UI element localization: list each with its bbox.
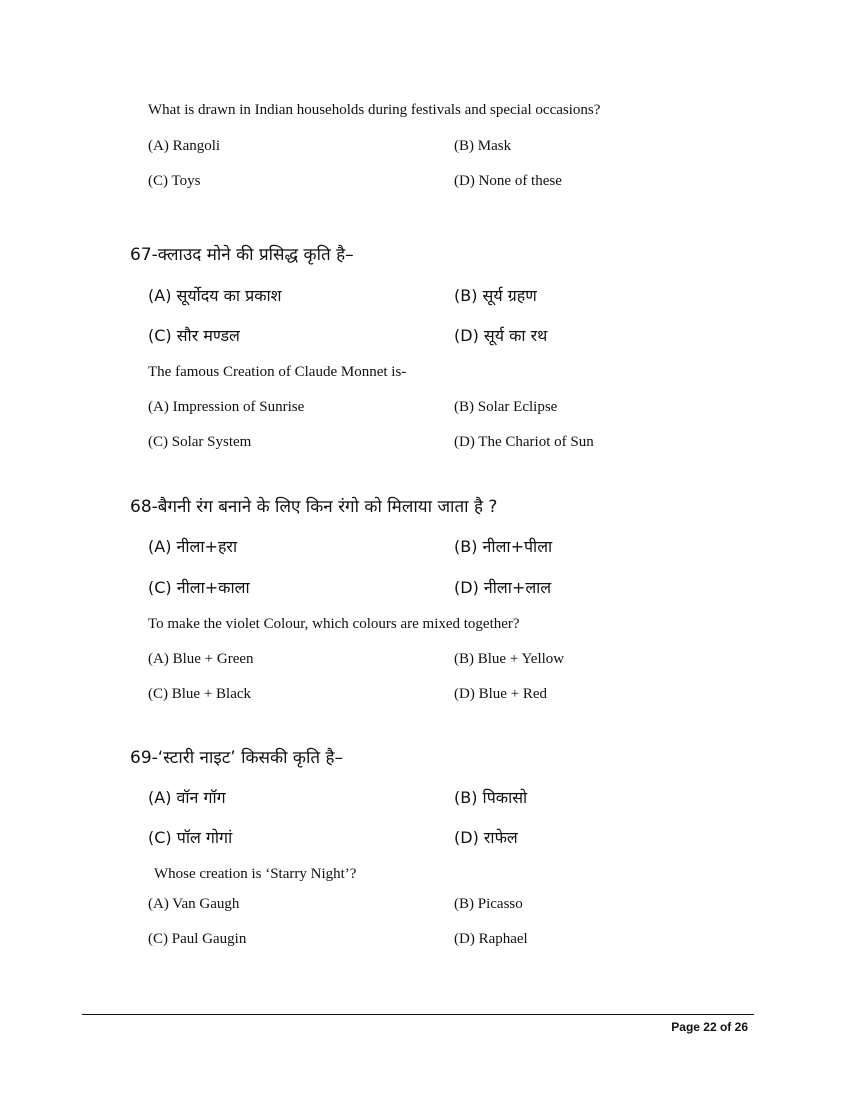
q69-option-c-hi: (C) पॉल गोगां: [148, 828, 233, 847]
q69-option-a-en: (A) Van Gaugh: [148, 896, 240, 912]
q67-option-c-hi: (C) सौर मण्डल: [148, 326, 240, 345]
q67-option-d-hi: (D) सूर्य का रथ: [454, 326, 548, 345]
question-67-text-hi: 67-क्लाउद मोने की प्रसिद्ध कृति है–: [130, 245, 354, 265]
q67-option-a-hi: (A) सूर्योदय का प्रकाश: [148, 286, 282, 305]
q68-option-d-en: (D) Blue + Red: [454, 686, 548, 702]
q68-option-b-hi: (B) नीला+पीला: [454, 537, 553, 556]
q69-option-a-hi: (A) वॉन गॉग: [148, 788, 226, 807]
q67-option-b-hi: (B) सूर्य ग्रहण: [454, 286, 537, 305]
q67-option-d-en: (D) The Chariot of Sun: [454, 434, 594, 450]
q68-option-c-en: (C) Blue + Black: [148, 686, 252, 702]
q69-option-b-en: (B) Picasso: [454, 896, 523, 912]
question-69-text-en: Whose creation is ‘Starry Night’?: [154, 866, 357, 882]
q68-option-c-hi: (C) नीला+काला: [148, 578, 250, 597]
q69-option-c-en: (C) Paul Gaugin: [148, 931, 247, 947]
question-68-text-hi: 68-बैगनी रंग बनाने के लिए किन रंगो को मिलाया जाता है ?: [130, 497, 498, 517]
q69-option-d-en: (D) Raphael: [454, 931, 528, 947]
q67-option-b-en: (B) Solar Eclipse: [454, 399, 558, 415]
q66-option-d-en: (D) None of these: [454, 173, 562, 189]
q69-option-d-hi: (D) राफेल: [454, 828, 518, 847]
q68-option-d-hi: (D) नीला+लाल: [454, 578, 552, 597]
q68-option-a-en: (A) Blue + Green: [148, 651, 254, 667]
q68-option-a-hi: (A) नीला+हरा: [148, 537, 238, 556]
question-68-text-en: To make the violet Colour, which colours are mixed together?: [148, 616, 520, 632]
footer-divider: [82, 1014, 754, 1015]
q66-option-c-en: (C) Toys: [148, 173, 201, 189]
q66-option-a-en: (A) Rangoli: [148, 138, 221, 154]
question-67-text-en: The famous Creation of Claude Monnet is-: [148, 364, 407, 380]
question-69-text-hi: 69-‘स्टारी नाइट’ किसकी कृति है–: [130, 748, 343, 768]
page-number: Page 22 of 26: [671, 1020, 748, 1034]
q69-option-b-hi: (B) पिकासो: [454, 788, 528, 807]
q66-option-b-en: (B) Mask: [454, 138, 512, 154]
q68-option-b-en: (B) Blue + Yellow: [454, 651, 565, 667]
q67-option-c-en: (C) Solar System: [148, 434, 252, 450]
q67-option-a-en: (A) Impression of Sunrise: [148, 399, 305, 415]
question-66-text-en: What is drawn in Indian households during festivals and special occasions?: [148, 102, 601, 118]
